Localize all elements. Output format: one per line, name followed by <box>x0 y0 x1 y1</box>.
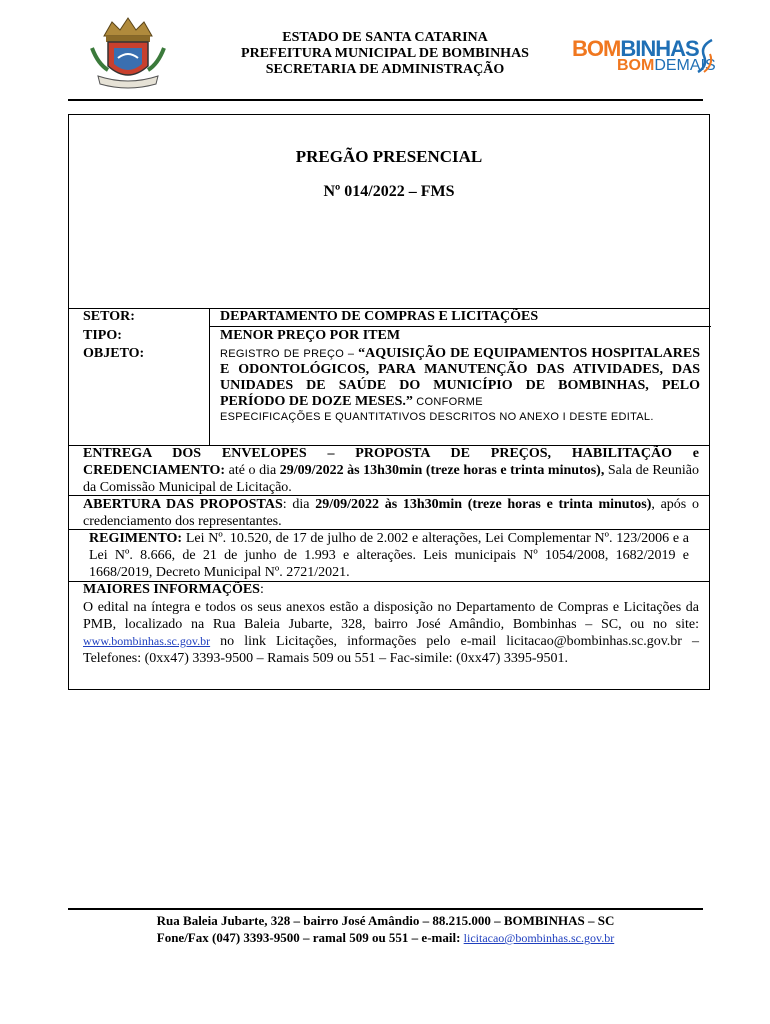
header-title-block <box>200 30 570 78</box>
header-divider <box>68 99 703 101</box>
municipal-crest-icon <box>88 14 168 94</box>
maiores-heading: MAIORES INFORMAÇÕES: <box>83 582 264 597</box>
objeto-label: OBJETO: <box>83 346 145 361</box>
divider <box>209 326 711 327</box>
objeto-specs: ESPECIFICAÇÕES E QUANTITATIVOS DESCRITOS NO ANEXO I DESTE EDITAL. <box>220 411 654 423</box>
tipo-label: TIPO: <box>83 328 122 343</box>
abertura-text: ABERTURA DAS PROPOSTAS: dia 29/09/2022 às 13h30min (treze horas e trinta minutos), após o credenciamento dos representantes. <box>83 497 699 529</box>
entrega-text: ENTREGA DOS ENVELOPES – PROPOSTA DE PREÇOS, HABILITAÇÃO e CREDENCIAMENTO: até o dia 29/09/2022 às 13h30min (treze horas e trinta minutos), Sala de Reunião da Comissão Municipal de Licitação. <box>83 446 700 495</box>
regimento-text: REGIMENTO: Lei Nº. 10.520, de 17 de julho de 2.002 e alterações, Lei Complementar Nº. 123/2006 e a Lei Nº. 8.666, de 21 de junho de 1.993 e alterações. Leis municipais Nº 1054/2008, 1682/2019 e 1668/2019, Decreto Municipal Nº. 2721/2021. <box>89 531 689 580</box>
notice-box <box>68 114 710 690</box>
footer-divider <box>68 908 703 910</box>
footer-contact: Fone/Fax (047) 3393-9500 – ramal 509 ou 551 – e-mail: licitacao@bombinhas.sc.gov.br <box>156 930 615 945</box>
header-secretariat: SECRETARIA DE ADMINISTRAÇÃO <box>265 62 505 77</box>
wave-icon <box>694 36 722 76</box>
setor-label: SETOR: <box>83 309 135 324</box>
website-link[interactable]: www.bombinhas.sc.gov.br <box>83 634 211 648</box>
footer-address: Rua Baleia Jubarte, 328 – bairro José Amândio – 88.215.000 – BOMBINHAS – SC <box>156 913 615 928</box>
notice-title: PREGÃO PRESENCIAL <box>295 147 483 166</box>
page-header <box>0 0 770 100</box>
tipo-value: MENOR PREÇO POR ITEM <box>220 328 401 343</box>
objeto-value: REGISTRO DE PREÇO – “AQUISIÇÃO DE EQUIPAMENTOS HOSPITALARES E ODONTOLÓGICOS, PARA MANUTENÇÃO DAS ATIVIDADES, DAS UNIDADES DE SAÚDE DO MUNICÍPIO DE BOMBINHAS, PELO PERÍODO DE DOZE MESES.” CONFORME ESPECIFICAÇÕES E QUANTITATIVOS DESCRITOS NO ANEXO I DESTE EDITAL. <box>220 346 700 423</box>
divider <box>209 308 210 445</box>
notice-number: Nº 014/2022 – FMS <box>323 183 455 200</box>
bombinhas-logo <box>572 36 722 82</box>
page-footer <box>68 912 703 947</box>
maiores-text: O edital na íntegra e todos os seus anexos estão a disposição no Departamento de Compras e Licitações da PMB, localizado na Rua Baleia Jubarte, 328, bairro José Amândio, Bombinhas – SC, ou no site: www.bombinhas.sc.gov.br no link Licitações, informações pelo e-mail licitacao@bombinhas.sc.gov.br – Telefones: (0xx47) 3393-9500 – Ramais 509 ou 551 – Fac-simile: (0xx47) 3395-9501. <box>83 600 699 666</box>
logo-tagline: BOMDEMAIS <box>617 57 716 74</box>
header-state: ESTADO DE SANTA CATARINA <box>282 30 488 45</box>
logo-wordmark: BOMBINHAS <box>572 36 699 61</box>
footer-email-link[interactable]: licitacao@bombinhas.sc.gov.br <box>463 931 615 945</box>
header-prefecture: PREFEITURA MUNICIPAL DE BOMBINHAS <box>241 46 529 61</box>
setor-value: DEPARTAMENTO DE COMPRAS E LICITAÇÕES <box>220 309 539 324</box>
